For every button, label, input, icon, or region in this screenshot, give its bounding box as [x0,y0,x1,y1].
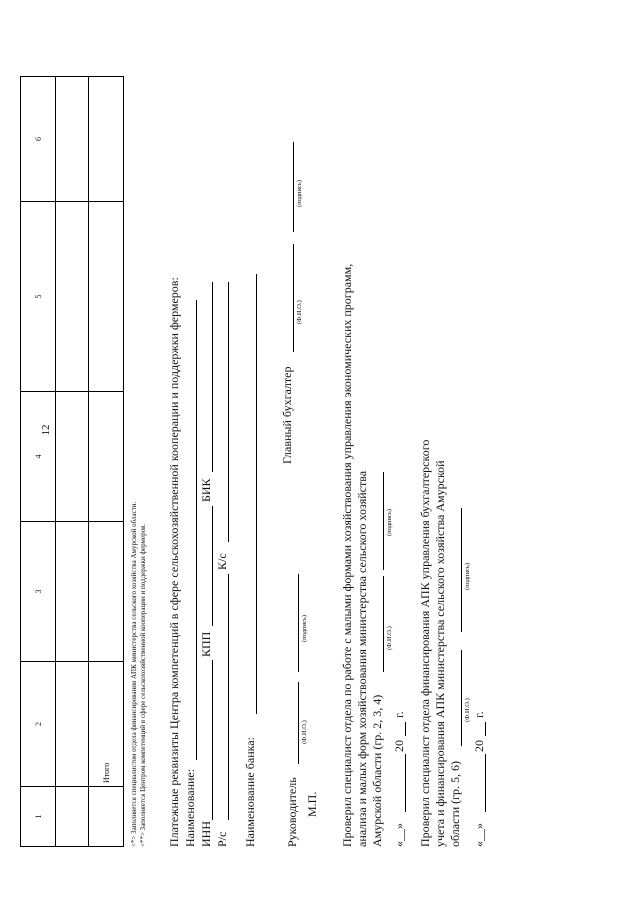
rs-line[interactable] [228,574,229,820]
inn-label: ИНН [199,821,213,847]
sign-hint: (подпись) [296,180,303,207]
column-header: 4 [21,392,56,522]
table-total-row [89,77,124,847]
head-fio-line[interactable] [298,682,299,764]
rs-label: Р/с [215,831,229,847]
check2-date-open: «__» [472,823,486,847]
column-header: 2 [21,662,56,787]
check2-date-line[interactable] [485,754,486,812]
check2-date-year: 20 [472,740,486,752]
check1-date-line[interactable] [405,754,406,812]
footnote: <*> Заполняется специалистом отдела финансирования АПК министерства сельского хозяйства Амурской области. [130,501,138,847]
sign-hint: (подпись) [464,563,471,590]
check1-fio-line[interactable] [383,576,384,672]
check1-year-line[interactable] [405,722,406,736]
inn-line[interactable] [212,660,213,820]
name-label: Наименование: [183,768,197,847]
bik-line[interactable] [212,282,213,472]
check1-date-year: 20 [392,740,406,752]
column-header: 5 [21,202,56,392]
table-header-row [21,77,56,847]
check2-sign-line[interactable] [461,508,462,632]
accountant-label: Главный бухгалтер [280,366,294,464]
check2-fio-line[interactable] [461,650,462,746]
check1-date-suffix: г. [392,711,406,718]
check1-date-open: «__» [392,823,406,847]
kpp-line[interactable] [212,506,213,626]
total-label: Итого [89,662,124,787]
data-table [20,76,124,847]
page-number: 12 [40,424,52,436]
head-sign-line[interactable] [298,574,299,672]
sign-hint: (подпись) [386,509,393,536]
accountant-fio-line[interactable] [293,244,294,352]
column-header: 6 [21,77,56,202]
requisites-title: Платежные реквизиты Центра компетенций в сфере сельскохозяйственной кооперации и поддержки фермеров: [167,277,181,847]
check2-line2: учета и финансирования АПК министерства сельского хозяйства Амурской [433,460,447,847]
fio-hint: (Ф.И.О.) [301,720,308,744]
stamp-label: М.П. [305,791,319,817]
table-row [56,77,89,847]
ks-label: К/с [215,553,229,570]
sign-hint: (подпись) [301,615,308,642]
landscape-page [20,32,620,872]
head-label: Руководитель [285,777,299,847]
fio-hint: (Ф.И.О.) [386,626,393,650]
check1-line1: Проверил специалист отдела по работе с малыми формами хозяйствования управления экономических программ, [340,263,354,847]
column-header: 3 [21,522,56,662]
check2-year-line[interactable] [485,722,486,736]
check1-line2: анализа и малых форм хозяйствования министерства сельского хозяйства [355,470,369,847]
name-line[interactable] [196,300,197,760]
bank-label: Наименование банка: [243,737,257,847]
fio-hint: (Ф.И.О.) [464,698,471,722]
footnote: <**> Заполняется Центром компетенций в сфере сельскохозяйственной кооперации и поддержки фермеров. [139,523,147,847]
kpp-label: КПП [199,631,213,657]
footnotes [130,502,148,847]
check1-sign-line[interactable] [383,472,384,570]
check2-line3: области (гр. 5, 6) [448,760,462,847]
check2-line1: Проверил специалист отдела финансирования АПК управления бухгалтерского [418,439,432,847]
accountant-sign-line[interactable] [293,142,294,232]
check2-date-suffix: г. [472,711,486,718]
bank-line[interactable] [256,274,257,714]
column-header: 1 [21,787,56,847]
check1-line3: Амурской области (гр. 2, 3, 4) [370,694,384,847]
bik-label: БИК [199,478,213,502]
ks-line[interactable] [228,282,229,542]
fio-hint: (Ф.И.О.) [296,300,303,324]
